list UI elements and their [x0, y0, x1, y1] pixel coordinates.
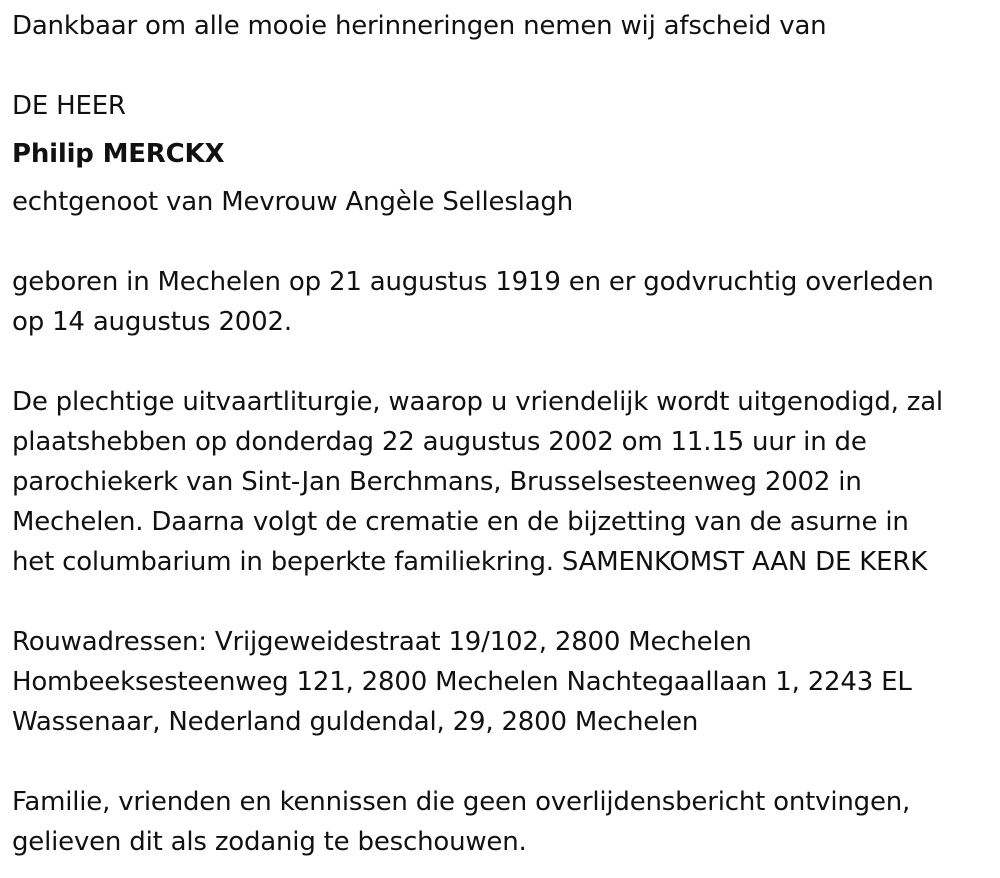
addresses-paragraph — [12, 622, 987, 742]
paragraph-line: gelieven dit als zodanig te beschouwen. — [12, 827, 527, 857]
spacer — [12, 46, 987, 86]
paragraph-line: Mechelen. Daarna volgt de crematie en de bijzetting van de asurne in — [12, 507, 909, 537]
paragraph-line: geboren in Mechelen op 21 augustus 1919 en er godvruchtig overleden — [12, 267, 934, 297]
birth-death-paragraph — [12, 262, 987, 342]
paragraph-line: Familie, vrienden en kennissen die geen overlijdensbericht ontvingen, — [12, 787, 911, 817]
paragraph-line: het columbarium in beperkte familiekring. SAMENKOMST AAN DE KERK — [12, 547, 928, 577]
paragraph-line: Wassenaar, Nederland guldendal, 29, 2800 Mechelen — [12, 707, 699, 737]
spacer — [12, 342, 987, 382]
spacer — [12, 222, 987, 262]
paragraph-line: plaatshebben op donderdag 22 augustus 2002 om 11.15 uur in de — [12, 427, 867, 457]
paragraph-line: op 14 augustus 2002. — [12, 307, 292, 337]
paragraph-line: Hombeeksesteenweg 121, 2800 Mechelen Nachtegaallaan 1, 2243 EL — [12, 667, 912, 697]
deceased-name: Philip MERCKX — [12, 139, 225, 169]
paragraph-line: parochiekerk van Sint-Jan Berchmans, Brusselsesteenweg 2002 in — [12, 467, 862, 497]
paragraph-line: De plechtige uitvaartliturgie, waarop u vriendelijk wordt uitgenodigd, zal — [12, 387, 943, 417]
funeral-paragraph — [12, 382, 987, 582]
honorific: DE HEER — [12, 91, 126, 121]
spacer — [12, 742, 987, 782]
spacer — [12, 582, 987, 622]
closing-paragraph — [12, 782, 987, 862]
paragraph-line: Rouwadressen: Vrijgeweidestraat 19/102, 2800 Mechelen — [12, 627, 752, 657]
spouse-text: echtgenoot van Mevrouw Angèle Selleslagh — [12, 187, 574, 217]
intro-text: Dankbaar om alle mooie herinneringen nemen wij afscheid van — [12, 11, 827, 41]
